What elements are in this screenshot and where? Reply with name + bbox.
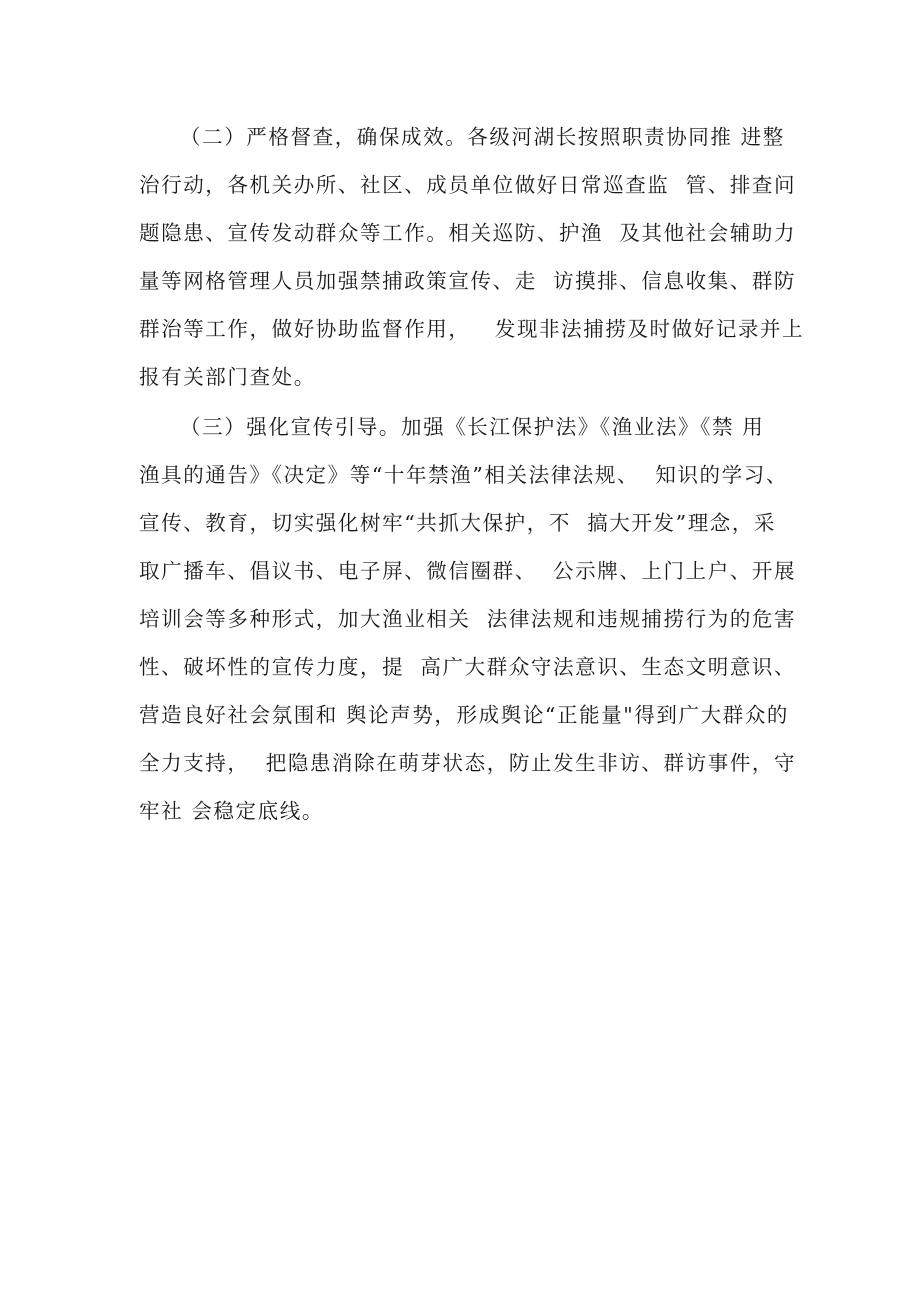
paragraph-line: 治行动，各机关办所、社区、成员单位做好日常巡查监 管、排查问 xyxy=(139,173,797,197)
paragraph-line: 量等网格管理人员加强禁捕政策宣传、走 访摸排、信息收集、群防 xyxy=(139,269,797,293)
paragraph-line: 宣传、教育，切实强化树牢“共抓大保护，不 搞大开发”理念，采 xyxy=(139,511,777,535)
paragraph-line: 取广播车、倡议书、电子屏、微信圈群、 公示牌、上门上户、开展 xyxy=(139,559,797,583)
paragraph-line: 牢社 会稳定底线。 xyxy=(139,799,324,823)
paragraph-line: 渔具的通告》《决定》等“十年禁渔”相关法律法规、 知识的学习、 xyxy=(139,463,788,487)
paragraph-line: 性、破坏性的宣传力度，提 高广大群众守法意识、生态文明意识、 xyxy=(139,655,797,679)
paragraph-line: 培训会等多种形式，加大渔业相关 法律法规和违规捕捞行为的危害 xyxy=(139,607,797,631)
paragraph-line: 题隐患、宣传发动群众等工作。相关巡防、护渔 及其他社会辅助力 xyxy=(139,221,797,245)
paragraph-line: 报有关部门查处。 xyxy=(139,365,316,389)
paragraph-line: 营造良好社会氛围和 舆论声势，形成舆论“正能量"得到广大群众的 xyxy=(139,703,790,727)
paragraph-line: 全力支持， 把隐患消除在萌芽状态，防止发生非访、群访事件，守 xyxy=(139,751,797,775)
paragraph-line: （三）强化宣传引导。加强《长江保护法》《渔业法》《禁 用 xyxy=(180,415,765,439)
paragraph-line: 群治等工作，做好协助监督作用， 发现非法捕捞及时做好记录并上 xyxy=(139,317,805,341)
paragraph-line: （二）严格督查，确保成效。各级河湖长按照职责协同推 进整 xyxy=(180,125,785,149)
